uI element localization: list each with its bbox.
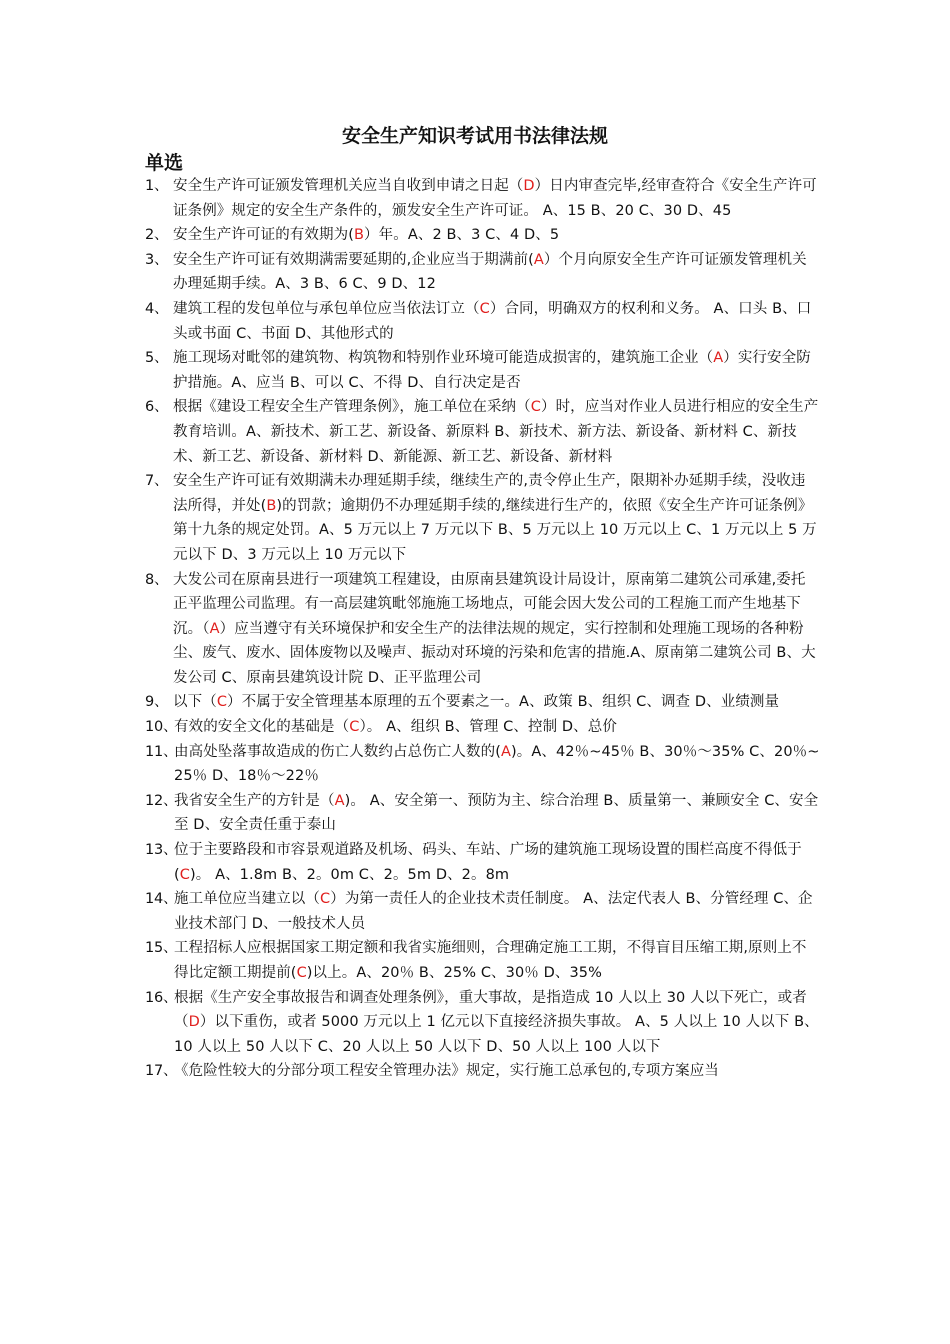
question-options: ）时，应当对作业人员进行相应的安全生产教育培训。A、新技术、新工艺、新设备、新原料 B、新技术、新方法、新设备、新材料 C、新技术、新工艺、新设备、新材料 D、新能源、新工艺、新设备、新材料 [173,399,819,465]
question-number: 11、 [145,743,178,760]
answer-mark: C [179,866,190,883]
question-item [145,715,820,740]
question-stem: 根据《建设工程安全生产管理条例》，施工单位在采纳（ [173,399,531,416]
question-text [173,346,820,395]
answer-mark: D [523,178,535,194]
question-number: 14、 [145,891,178,908]
question-text [174,740,820,789]
question-item [145,986,820,1060]
question-number: 7、 [145,473,169,490]
answer-mark: C [349,719,360,736]
question-text [174,986,820,1060]
question-options: ）实行安全防护措施。A、应当 B、可以 C、不得 D、自行决定是否 [173,350,811,391]
question-stem: 安全生产许可证的有效期为( [173,227,354,244]
question-stem: 《危险性较大的分部分项工程安全管理办法》规定，实行施工总承包的,专项方案应当 [174,1063,719,1080]
question-list [145,174,820,1084]
question-item [145,568,820,691]
question-stem: 位于主要路段和市容景观道路及机场、码头、车站、广场的建筑施工现场设置的围栏高度不得低于( [174,842,802,883]
question-item [145,1059,820,1084]
question-stem: 有效的安全文化的基础是（ [174,719,350,736]
answer-mark: B [353,227,365,244]
question-options: ）为第一责任人的企业技术责任制度。 A、法定代表人 B、分管经理 C、企业技术部门 D、一般技术人员 [174,891,813,932]
question-stem: 我省安全生产的方针是（ [174,792,335,809]
question-number: 12、 [145,792,178,809]
question-options: ）合同，明确双方的权利和义务。 A、口头 B、口头或书面 C、书面 D、其他形式的 [173,300,812,342]
question-text [173,469,820,567]
answer-mark: C [296,965,307,981]
answer-mark: A [533,251,544,268]
question-text [173,297,820,346]
question-number: 2、 [145,227,169,244]
question-stem: 根据《生产安全事故报告和调查处理条例》，重大事故，是指造成 10 人以上 30 人以下死亡，或者（ [174,989,807,1031]
question-options: ）个月向原安全生产许可证颁发管理机关办理延期手续。A、3 B、6 C、9 D、12 [173,251,807,293]
answer-mark: C [320,891,331,908]
question-text [174,887,820,936]
question-item [145,887,820,936]
question-number: 5、 [145,350,169,367]
question-options: ）不属于安全管理基本原理的五个要素之一。A、政策 B、组织 C、调查 D、业绩测量 [227,694,780,711]
question-options: )。 A、安全第一、预防为主、综合治理 B、质量第一、兼顾安全 C、安全至 D、安全责任重于泰山 [174,792,819,834]
question-stem: 工程招标人应根据国家工期定额和我省实施细则，合理确定施工工期，不得盲目压缩工期,原则上不得比定额工期提前( [174,940,807,981]
question-number: 1、 [145,178,169,194]
question-text [173,690,820,715]
answer-mark: C [479,300,490,317]
question-number: 4、 [145,300,169,317]
question-number: 3、 [145,251,169,268]
answer-mark: D [188,1014,200,1031]
question-options: )的罚款；逾期仍不办理延期手续的,继续进行生产的，依照《安全生产许可证条例》第十九条的规定处罚。A、5 万元以上 7 万元以下 B、5 万元以上 10 万元以上 C、1 万元以上 5 万元以下 D、3 万元以上 10 万元以下 [173,497,817,563]
question-text [173,223,820,248]
question-stem: 安全生产许可证颁发管理机关应当自收到申请之日起（ [173,178,524,194]
section-heading: 单选 [145,152,184,174]
question-number: 13、 [145,842,178,859]
question-options: ）日内审查完毕,经审查符合《安全生产许可证条例》规定的安全生产条件的，颁发安全生产许可证。 A、15 B、20 C、30 D、45 [173,178,817,219]
question-options: )。A、42％~45％ B、30％～35% C、20％~25％ D、18％～22％ [174,743,820,785]
question-item [145,174,820,223]
answer-mark: A [713,350,724,367]
question-number: 10、 [145,719,178,736]
question-text [174,1059,820,1084]
question-item [145,346,820,395]
question-stem: 以下（ [173,694,217,711]
question-text [173,248,820,297]
answer-mark: C [530,399,541,416]
question-number: 15、 [145,940,178,957]
question-item [145,740,820,789]
question-stem: 安全生产许可证有效期满未办理延期手续，继续生产的,责令停止生产，限期补办延期手续，没收违法所得，并处( [173,473,806,514]
question-item [145,789,820,838]
question-stem: 施工现场对毗邻的建筑物、构筑物和特别作业环境可能造成损害的，建筑施工企业（ [173,350,714,367]
question-stem: 大发公司在原南县进行一项建筑工程建设，由原南县建筑设计局设计，原南第二建筑公司承建,委托正平监理公司监理。有一高层建筑毗邻施施工场地点，可能会因大发公司的工程施工而产生地基下沉。（ [173,571,806,637]
answer-mark: C [216,694,228,711]
question-item [145,297,820,346]
question-text [173,568,820,691]
question-number: 6、 [145,399,169,416]
question-options: ）以下重伤，或者 5000 万元以上 1 亿元以下直接经济损失事故。 A、5 人以上 10 人以下 B、10 人以上 50 人以下 C、20 人以上 50 人以下 D、50 人以上 100 人以下 [174,1014,819,1055]
question-stem: 安全生产许可证有效期满需要延期的,企业应当于期满前( [173,251,534,268]
answer-mark: B [266,497,277,514]
question-options: )以上。A、20％ B、25% C、30％ D、35% [306,965,602,981]
question-number: 8、 [145,571,169,588]
question-options: ）应当遵守有关环境保护和安全生产的法律法规的规定，实行控制和处理施工现场的各种粉尘、废气、废水、固体废物以及噪声、振动对环境的污染和危害的措施.A、原南第二建筑公司 B、大发公司 C、原南县建筑设计院 D、正平监理公司 [173,620,816,686]
question-item [145,223,820,248]
question-item [145,248,820,297]
question-options: ）年。A、2 B、3 C、4 D、5 [364,227,560,244]
question-text [174,838,820,887]
question-item [145,936,820,985]
question-text [174,789,820,838]
question-text [173,395,820,469]
question-item [145,469,820,567]
question-text [173,174,820,223]
answer-mark: A [334,792,345,809]
question-item [145,395,820,469]
question-stem: 施工单位应当建立以（ [174,891,320,908]
question-options: ）。 A、组织 B、管理 C、控制 D、总价 [359,719,617,736]
question-text [174,715,820,740]
answer-mark: A [209,620,220,637]
answer-mark: A [500,743,511,760]
question-item [145,690,820,715]
question-stem: 建筑工程的发包单位与承包单位应当依法订立（ [173,300,480,317]
question-number: 9、 [145,694,169,711]
question-text [174,936,820,985]
question-number: 16、 [145,989,178,1006]
question-item [145,838,820,887]
question-stem: 由高处坠落事故造成的伤亡人数约占总伤亡人数的( [174,743,501,760]
question-number: 17、 [145,1063,178,1080]
question-options: )。 A、1.8m B、2。0m C、2。5m D、2。8m [190,866,510,883]
document-title: 安全生产知识考试用书法律法规 [341,125,608,147]
